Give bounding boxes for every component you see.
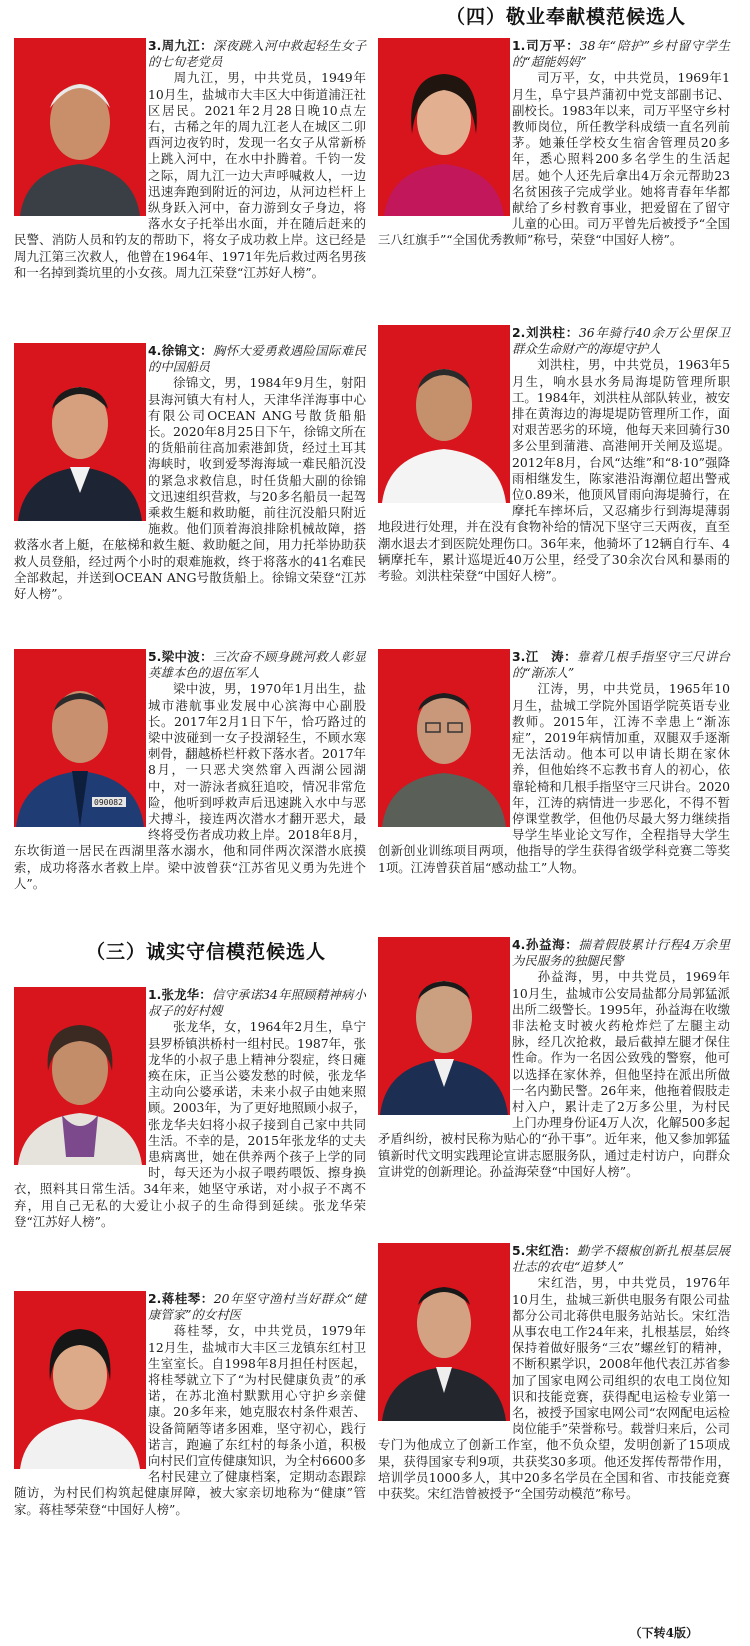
body-text: 张龙华，女，1964年2月生，阜宁县罗桥镇洪桥村一组村民。1987年，张龙华的小叔子患上精神分裂症，终日瘫痪在床，正当公婆发愁的时候，张龙华主动向公婆承诺，未来小叔子由她来照顾。2003年，为了更好地照顾小叔子，张龙华夫妇将小叔子接到自己家中共同生活。不幸的是，2015年张龙华的丈夫患病离世，她在供养两个孩子上学的同时，每天还为小叔子喂药喂饭、擦身换衣，照料其日常生活。34年来，她坚守承诺，对小叔子不离不弃，用自己无私的大爱让小叔子的生命得到延续。张龙华荣登“江苏好人榜”。 (14, 1019, 366, 1229)
candidate-card-liang: 090082 5.梁中波：三次奋不顾身跳河救人彰显英雄本色的退伍军人 梁中波，男，1970年1月出生，盐城市港航事业发展中心滨海中心副股长。2017年2月1日下午，恰巧路过的梁中波碰到一女子投湖轻生，不顾水寒刺骨，翻越桥栏杆救下落水者。2017年8月，一只恶犬突然窜入西湖公园湖中，对一游泳者疯狂追咬，情况非常危险，他听到呼救声后迅速跳入水中与恶犬搏斗，接连两次潜水才翻开恶犬，最终将受伤者成功救上岸。2018年8月，东坎街道一居民在西湖里落水溺水，他和同伴两次深潜水底摸索，成功将落水者救上岸。梁中波曾获“江苏省见义勇为先进个人”。 (14, 649, 366, 891)
portrait-photo (378, 937, 510, 1115)
candidate-card-zhang: 1.张龙华：信守承诺34年照顾精神病小叔子的好村嫂 张龙华，女，1964年2月生，阜宁县罗桥镇洪桥村一组村民。1987年，张龙华的小叔子患上精神分裂症，终日瘫痪在床，正当公婆发愁的时候，张龙华主动向公婆承诺，未来小叔子由她来照顾。2003年，为了更好地照顾小叔子，张龙华夫妇将小叔子接到自己家中共同生活。不幸的是，2015年张龙华的丈夫患病离世，她在供养两个孩子上学的同时，每天还为小叔子喂药喂饭、擦身换衣，照料其日常生活。34年来，她坚守承诺，对小叔子不离不弃，用自己无私的大爱让小叔子的生命得到延续。张龙华荣登“江苏好人榜”。 (14, 987, 366, 1229)
body-text: 孙益海，男，中共党员，1969年10月生，盐城市公安局盐都分局郭猛派出所二级警长。1995年，孙益海在收缴非法枪支时被火药枪炸烂了左腿主动脉，经几次抢救，最后截掉左腿才保住性命。作为一名因公致残的警察，他可以选择在家休养，但他坚持在派出所做一名内勤民警。26年来，他拖着假肢走村入户，累计走了2万多公里，为村民上门办理身份证4万人次，化解500多起矛盾纠纷，被村民称为贴心的“孙干事”。近年来，他又参加郭猛镇新时代文明实践理论宣讲志愿服务队，通过走村访户，向群众宣讲党的创新理论。孙益海荣登“中国好人榜”。 (378, 969, 730, 1179)
portrait-photo (378, 649, 510, 827)
body-text: 司万平，女，中共党员，1969年1月生，阜宁县芦蒲初中党支部副书记、副校长。1983年以来，司万平坚守乡村教师岗位，所任教学科成绩一直名列前茅。她兼任学校女生宿舍管理员20多年，悉心照料200多名学生的生活起居。她个人还先后拿出4万余元帮助23名贫困孩子完成学业。她将青春年华都献给了乡村教育事业，把爱留在了留守儿童的心田。司万平曾先后被授予“全国三八红旗手”“全国优秀教师”称号，荣登“中国好人榜”。 (378, 70, 730, 248)
portrait-photo (14, 649, 146, 827)
portrait-photo (14, 1291, 146, 1469)
candidate-card-liu: 2.刘洪柱：36年骑行40余万公里保卫群众生命财产的海堤守护人 刘洪柱，男，中共党员，1963年5月生，响水县水务局海堤防管理所职工。1984年，刘洪柱从部队转业，被安排在黄海边的海堤堤防管理所工作，面对艰苦恶劣的环境，他每天来回骑行30多公里到蒲港、高港闸开关闸及巡堤。2012年8月，台风“达维”和“8·10”强降雨相继发生，陈家港沿海潮位超出警戒位0.89米，他顶风冒雨向海堤骑行，在摩托车摔坏后，又忍痛步行到海堤薄弱地段进行处理，并在没有食物补给的情况下坚守三天两夜，直至潮水退去才到医院处理伤口。36年来，他骑坏了12辆自行车、4辆摩托车，累计巡堤近40万公里，经受了30余次台风和暴雨的考验。刘洪柱荣登“中国好人榜”。 (378, 325, 730, 584)
portrait-photo (378, 1243, 510, 1421)
body-text: 梁中波，男，1970年1月出生，盐城市港航事业发展中心滨海中心副股长。2017年2月1日下午，恰巧路过的梁中波碰到一女子投湖轻生，不顾水寒刺骨，翻越桥栏杆救下落水者。2017年8月，一只恶犬突然窜入西湖公园湖中，对一游泳者疯狂追咬，情况非常危险，他听到呼救声后迅速跳入水中与恶犬搏斗，接连两次潜水才翻开恶犬，最终将受伤者成功救上岸。2018年8月，东坎街道一居民在西湖里落水溺水，他和同伴两次深潜水底摸索，成功将落水者救上岸。梁中波曾获“江苏省见义勇为先进个人”。 (14, 681, 366, 891)
portrait-photo (378, 38, 510, 216)
portrait-photo (378, 325, 510, 503)
candidate-card-sun: 4.孙益海：揣着假肢累计行程4万余里为民服务的独腿民警 孙益海，男，中共党员，1969年10月生，盐城市公安局盐都分局郭猛派出所二级警长。1995年，孙益海在收缴非法枪支时被火药枪炸烂了左腿主动脉，经几次抢救，最后截掉左腿才保住性命。作为一名因公致残的警察，他可以选择在家休养，但他坚持在派出所做一名内勤民警。26年来，他拖着假肢走村入户，累计走了2万多公里，为村民上门办理身份证4万人次，化解500多起矛盾纠纷，被村民称为贴心的“孙干事”。近年来，他又参加郭猛镇新时代文明实践理论宣讲志愿服务队，通过走村访户，向群众宣讲党的创新理论。孙益海荣登“中国好人榜”。 (378, 937, 730, 1179)
candidate-card-song: 5.宋红浩：勤学不辍椒创新扎根基层展壮志的农电“追梦人” 宋红浩，男，中共党员，1976年10月生，盐城三新供电服务有限公司盐都分公司北蒋供电服务站站长。宋红浩从事农电工作24年来，扎根基层，始终保持着做好服务“三农”螺丝钉的精神，不断积累学识，2008年他代表江苏省参加了国家电网公司组织的农电工岗位知识和技能竞赛，获得配电运检专业第一名，被授予国家电网公司“农网配电运检岗位能手”荣誉称号。载誉归来后，公司专门为他成立了创新工作室，他不负众望，发明创新了15项成果，获得国家专利9项，共获奖30多项。他还发挥传帮带作用，培训学员1000多人，其中20多名学员在全国和省、市技能竞赛中获奖。宋红浩曾被授予“全国劳动模范”称号。 (378, 1243, 730, 1502)
section-title-honesty: （三）诚实守信模范候选人 (86, 941, 327, 963)
body-text: 江涛，男，中共党员，1965年10月生，盐城工学院外国语学院英语专业教师。2015年，江涛不幸患上“渐冻症”，2019年病情加重，双腿双手逐渐无法活动。他本可以申请长期在家休养，但他始终不忘教书育人的初心，依靠轮椅和几根手指坚守三尺讲台。2020年，江涛的病情进一步恶化，不得不暂停课堂教学，但他仍尽最大努力继续指导学生毕业论文写作，全程指导大学生创新创业训练项目两项，他指导的学生获得省级学科竞赛二等奖1项。江涛曾获首届“感动盐工”人物。 (378, 681, 730, 875)
portrait-photo (14, 987, 146, 1165)
body-text: 宋红浩，男，中共党员，1976年10月生，盐城三新供电服务有限公司盐都分公司北蒋供电服务站站长。宋红浩从事农电工作24年来，扎根基层，始终保持着做好服务“三农”螺丝钉的精神，不断积累学识，2008年他代表江苏省参加了国家电网公司组织的农电工岗位知识和技能竞赛，获得配电运检专业第一名，被授予国家电网公司“农网配电运检岗位能手”荣誉称号。载誉归来后，公司专门为他成立了创新工作室，他不负众望，发明创新了15项成果，获得国家专利9项，共获奖30多项。他还发挥传帮带作用，培训学员1000多人，其中20多名学员在全国和省、市技能竞赛中获奖。宋红浩曾被授予“全国劳动模范”称号。 (378, 1275, 730, 1502)
body-text: 周九江，男，中共党员，1949年10月生，盐城市大丰区大中街道浦汪社区居民。2021年2月28日晚10点左右，古稀之年的周九江老人在城区二卯酉河边夜钓时，发现一名女子从常新桥上跳入河中，在水中扑腾着。千钧一发之际，周九江一边大声呼喊救人，一边迅速奔跑到附近的河边，从河边栏杆上纵身跃入河中，奋力游到女子身边，将落水女子托举出水面，并在随后赶来的民警、消防人员和钓友的帮助下，将女子成功救上岸。这已经是周九江第三次救人，他曾在1964年、1971年先后救过两名男孩和一名掉到粪坑里的小女孩。周九江荣登“江苏好人榜”。 (14, 70, 366, 280)
portrait-photo (14, 38, 146, 216)
candidate-card-jiang-guiqin: 2.蒋桂琴：20年坚守渔村当好群众“健康管家”的女村医 蒋桂琴，女，中共党员，1979年12月生，盐城市大丰区三龙镇东红村卫生室室长。自1998年8月担任村医起，将桂琴就立下了“为村民健康负责”的承诺，在苏北渔村默默用心守护乡亲健康。20多年来，她克服农村条件艰苦、设备简陋等诸多困难，坚守初心，践行诺言，跑遍了东红村的每条小道，积极向村民们宣传健康知识，为全村6600多名村民建立了健康档案，定期动态跟踪随访，为村民们构筑起健康屏障，被大家亲切地称为“健康”管家。蒋桂琴荣登“中国好人榜”。 (14, 1291, 366, 1517)
candidate-card-zhou: 3.周九江：深夜跳入河中救起轻生女子的七旬老党员 周九江，男，中共党员，1949年10月生，盐城市大丰区大中街道浦汪社区居民。2021年2月28日晚10点左右，古稀之年的周九江老人在城区二卯酉河边夜钓时，发现一名女子从常新桥上跳入河中，在水中扑腾着。千钧一发之际，周九江一边大声呼喊救人，一边迅速奔跑到附近的河边，从河边栏杆上纵身跃入河中，奋力游到女子身边，将落水女子托举出水面，并在随后赶来的民警、消防人员和钓友的帮助下，将女子成功救上岸。这已经是周九江第三次救人，他曾在1964年、1971年先后救过两名男孩和一名掉到粪坑里的小女孩。周九江荣登“江苏好人榜”。 (14, 38, 366, 280)
candidate-card-si: 1.司万平：38年“陪护”乡村留守学生的“超能妈妈” 司万平，女，中共党员，1969年1月生，阜宁县芦蒲初中党支部副书记、副校长。1983年以来，司万平坚守乡村教师岗位，所任教学科成绩一直名列前茅。她兼任学校女生宿舍管理员20多年，悉心照料200多名学生的生活起居。她个人还先后拿出4万余元帮助23名贫困孩子完成学业。她将青春年华都献给了乡村教育事业，把爱留在了留守儿童的心田。司万平曾先后被授予“全国三八红旗手”“全国优秀教师”称号，荣登“中国好人榜”。 (378, 38, 730, 248)
body-text: 蒋桂琴，女，中共党员，1979年12月生，盐城市大丰区三龙镇东红村卫生室室长。自1998年8月担任村医起，将桂琴就立下了“为村民健康负责”的承诺，在苏北渔村默默用心守护乡亲健康。20多年来，她克服农村条件艰苦、设备简陋等诸多困难，坚守初心，践行诺言，跑遍了东红村的每条小道，积极向村民们宣传健康知识，为全村6600多名村民建立了健康档案，定期动态跟踪随访，为村民们构筑起健康屏障，被大家亲切地称为“健康”管家。蒋桂琴荣登“中国好人榜”。 (14, 1323, 366, 1517)
svg-text:090082: 090082 (94, 798, 123, 807)
portrait-photo (14, 343, 146, 521)
section-title-dedication: （四）敬业奉献模范候选人 (446, 6, 687, 28)
candidate-card-xu: 4.徐锦文：胸怀大爱勇救遇险国际难民的中国船员 徐锦文，男，1984年9月生，射阳县海河镇大有村人，天津华洋海事中心有限公司OCEAN ANG号散货船船长。2020年8月25日下午，徐锦文所在的货船前往高加索港卸货，经过土耳其海峡时，收到爱琴海海域一难民船沉没的紧急求救信息，时任货船大副的徐锦文迅速组织营救，与20多名船员一起驾乘救生艇和救助艇，前往沉没船只附近施救。他们顶着海浪排除机械故障，搭救落水者上艇，在舷梯和救生艇、救助艇之间，用力托举协助获救人员登船，经过两个小时的艰难施救，终于将落水的41名难民全部救起，并送到OCEAN ANG号散货船上。徐锦文荣登“江苏好人榜”。 (14, 343, 366, 602)
body-text: 刘洪柱，男，中共党员，1963年5月生，响水县水务局海堤防管理所职工。1984年，刘洪柱从部队转业，被安排在黄海边的海堤堤防管理所工作，面对艰苦恶劣的环境，他每天来回骑行30多公里到蒲港、高港闸开关闸及巡堤。2012年8月，台风“达维”和“8·10”强降雨相继发生，陈家港沿海潮位超出警戒位0.89米，他顶风冒雨向海堤骑行，在摩托车摔坏后，又忍痛步行到海堤薄弱地段进行处理，并在没有食物补给的情况下坚守三天两夜，直至潮水退去才到医院处理伤口。36年来，他骑坏了12辆自行车、4辆摩托车，累计巡堤近40万公里，经受了30余次台风和暴雨的考验。刘洪柱荣登“中国好人榜”。 (378, 357, 730, 584)
candidate-card-jiang-tao: 3.江 涛：靠着几根手指坚守三尺讲台的“渐冻人” 江涛，男，中共党员，1965年10月生，盐城工学院外国语学院英语专业教师。2015年，江涛不幸患上“渐冻症”，2019年病情加重，双腿双手逐渐无法活动。他本可以申请长期在家休养，但他始终不忘教书育人的初心，依靠轮椅和几根手指坚守三尺讲台。2020年，江涛的病情进一步恶化，不得不暂停课堂教学，但他仍尽最大努力继续指导学生毕业论文写作，全程指导大学生创新创业训练项目两项，他指导的学生获得省级学科竞赛二等奖1项。江涛曾获首届“感动盐工”人物。 (378, 649, 730, 875)
continued-note: （下转4版） (629, 1626, 698, 1640)
body-text: 徐锦文，男，1984年9月生，射阳县海河镇大有村人，天津华洋海事中心有限公司OCEAN ANG号散货船船长。2020年8月25日下午，徐锦文所在的货船前往高加索港卸货，经过土耳其海峡时，收到爱琴海海域一难民船沉没的紧急求救信息，时任货船大副的徐锦文迅速组织营救，与20多名船员一起驾乘救生艇和救助艇，前往沉没船只附近施救。他们顶着海浪排除机械故障，搭救落水者上艇，在舷梯和救生艇、救助艇之间，用力托举协助获救人员登船，经过两个小时的艰难施救，终于将落水的41名难民全部救起，并送到OCEAN ANG号散货船上。徐锦文荣登“江苏好人榜”。 (14, 375, 366, 602)
